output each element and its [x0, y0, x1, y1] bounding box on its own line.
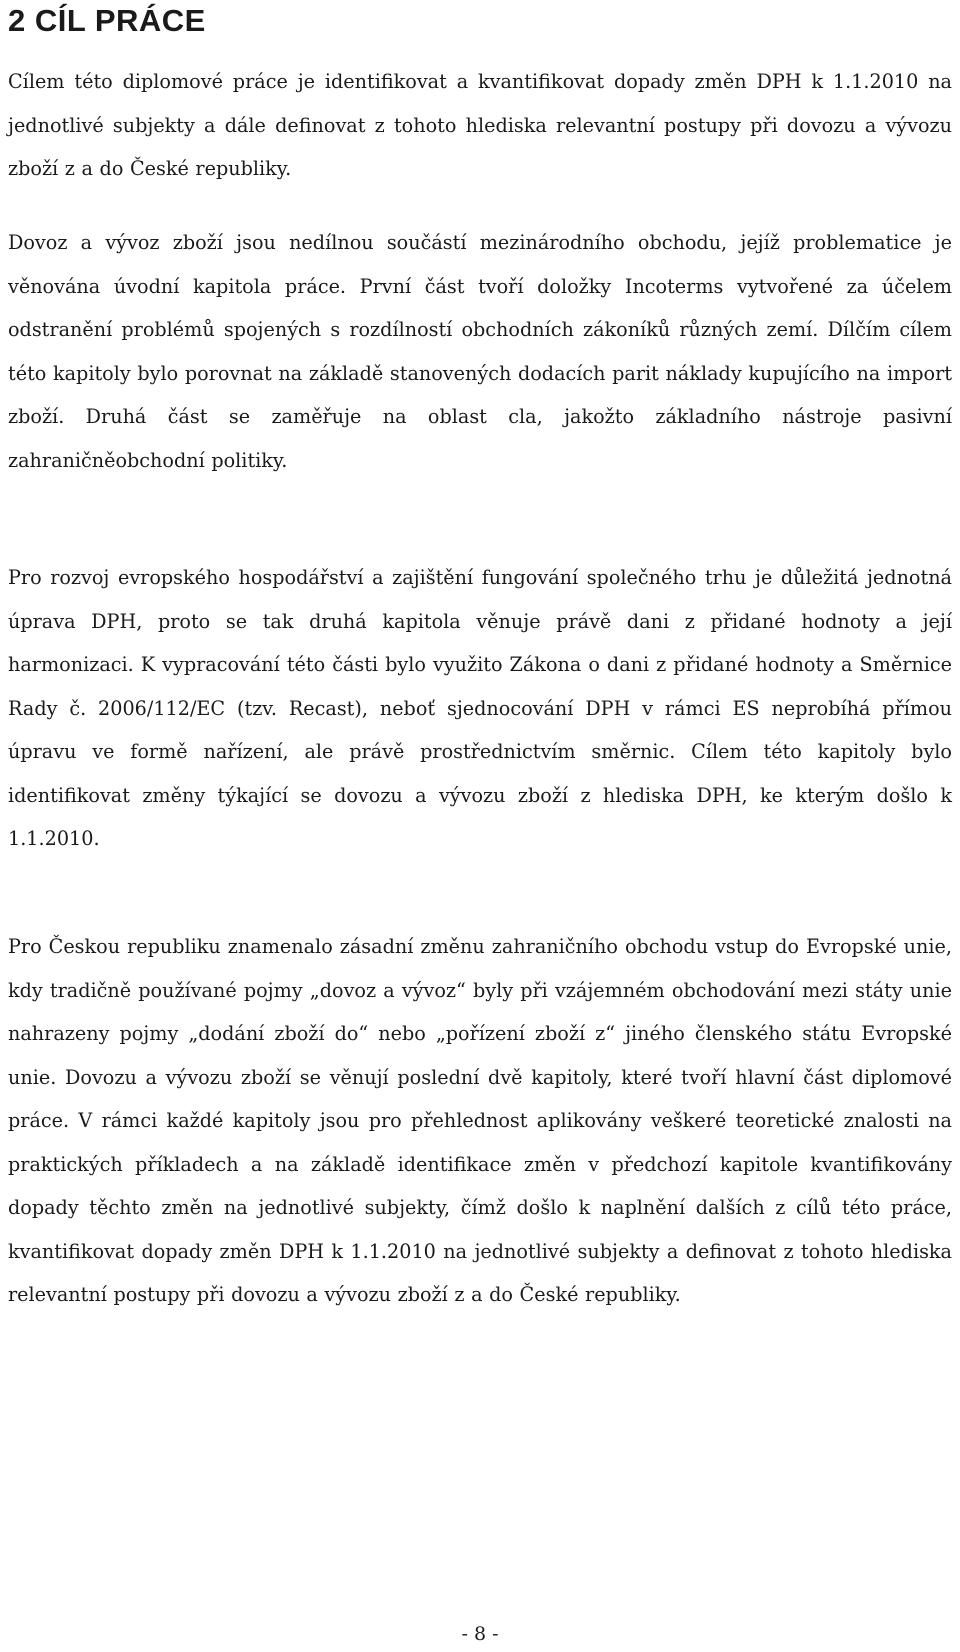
paragraph-goal: Cílem této diplomové práce je identifikovat a kvantifikovat dopady změn DPH k 1.1.2010 na jednotlivé subjekty a dále definovat z tohoto hlediska relevantní postupy při dovozu a vývozu zboží z a do České republiky. — [8, 70, 952, 180]
page-number: - 8 - — [461, 1623, 499, 1645]
paragraph-eu-accession: Pro Českou republiku znamenalo zásadní změnu zahraničního obchodu vstup do Evropské unie, kdy tradičně používané pojmy „dovoz a vývoz“ byly při vzájemném obchodování mezi státy unie nahrazeny pojmy „dodání zboží do“ nebo „pořízení zboží z“ jiného členského státu Evropské unie. Dovozu a vývozu zboží se věnují poslední dvě kapitoly, které tvoří hlavní část diplomové práce. V rámci každé kapitoly jsou pro přehlednost aplikovány veškeré teoretické znalosti na praktických příkladech a na základě identifikace změn v předchozí kapitole kvantifikovány dopady těchto změn na jednotlivé subjekty, čímž došlo k naplnění dalších z cílů této práce, kvantifikovat dopady změn DPH k 1.1.2010 na jednotlivé subjekty a definovat z tohoto hlediska relevantní postupy při dovozu a vývozu zboží z a do České republiky. — [8, 935, 952, 1306]
paragraph-vat-harmonization: Pro rozvoj evropského hospodářství a zajištění fungování společného trhu je důležitá jednotná úprava DPH, proto se tak druhá kapitola věnuje právě dani z přidané hodnoty a její harmonizaci. K vypracování této části bylo využito Zákona o dani z přidané hodnoty a Směrnice Rady č. 2006/112/EC (tzv. Recast), neboť sjednocování DPH v rámci ES neprobíhá přímou úpravu ve formě nařízení, ale právě prostřednictvím směrnic. Cílem této kapitoly bylo identifikovat změny týkající se dovozu a vývozu zboží z hlediska DPH, ke kterým došlo k 1.1.2010. — [8, 566, 952, 850]
paragraph-import-export: Dovoz a vývoz zboží jsou nedílnou součástí mezinárodního obchodu, jejíž problematice je věnována úvodní kapitola práce. První část tvoří doložky Incoterms vytvořené za účelem odstranění problémů spojených s rozdílností obchodních zákoníků různých zemí. Dílčím cílem této kapitoly bylo porovnat na základě stanovených dodacích parit náklady kupujícího na import zboží. Druhá část se zaměřuje na oblast cla, jakožto základního nástroje pasivní zahraničněobchodní politiky. — [8, 231, 952, 472]
chapter-heading: 2 CÍL PRÁCE — [8, 3, 206, 38]
